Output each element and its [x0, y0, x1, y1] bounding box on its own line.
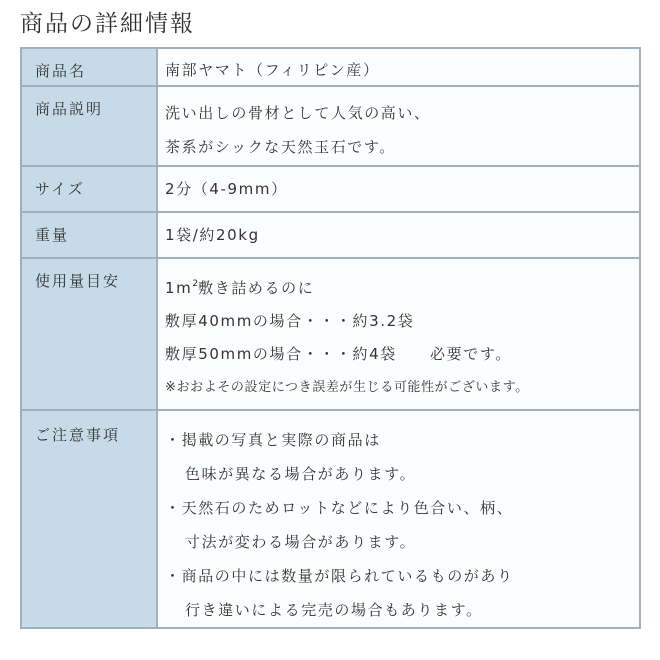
- caution-line: ・掲載の写真と実際の商品は: [165, 431, 381, 449]
- row-value-cell: [157, 48, 640, 86]
- caution-line: 行き違いによる完売の場合もあります。: [185, 601, 483, 619]
- area-superscript: 2: [192, 279, 199, 289]
- size-value: 2分（4-9mm）: [165, 180, 288, 198]
- row-label: 使用量目安: [35, 272, 121, 290]
- caution-line: 寸法が変わる場合があります。: [185, 533, 417, 551]
- caution-line: ・天然石のためロットなどにより色合い、柄、: [165, 499, 514, 517]
- usage-line: 敷厚50mmの場合・・・約4袋 必要です。: [165, 345, 512, 363]
- spec-row-description: [21, 86, 640, 166]
- usage-line: [158, 259, 639, 305]
- weight-value: 1袋/約20kg: [165, 226, 260, 244]
- row-label-cell: [21, 48, 157, 86]
- product-name-value: 南部ヤマト（フィリピン産）: [165, 61, 380, 79]
- row-label-cell: [21, 166, 157, 212]
- row-value-cell: [157, 212, 640, 258]
- row-label: 商品名: [35, 62, 87, 80]
- row-value-cell: [157, 410, 640, 628]
- description-line: 茶系がシックな天然玉石です。: [165, 138, 396, 156]
- usage-note: ※おおよその設定につき誤差が生じる可能性がございます。: [165, 380, 529, 395]
- caution-line: 色味が異なる場合があります。: [185, 465, 417, 483]
- spec-row-weight: [21, 212, 640, 258]
- row-label: 商品説明: [35, 100, 104, 118]
- row-label-cell: [21, 258, 157, 410]
- area-value: 1m: [165, 279, 193, 297]
- spec-row-notes: [21, 410, 640, 628]
- caution-line: ・商品の中には数量が限られているものがあり: [165, 567, 514, 585]
- spec-row-usage: [21, 258, 640, 410]
- row-label: 重量: [35, 226, 70, 244]
- usage-text: 敷き詰めるのに: [198, 279, 315, 297]
- spec-row-product-name: [21, 48, 640, 86]
- row-value-cell: [157, 86, 640, 166]
- row-value-cell: [157, 258, 640, 410]
- spec-row-size: [21, 166, 640, 212]
- product-spec-table: [20, 47, 641, 629]
- row-label: ご注意事項: [35, 426, 121, 444]
- row-value-cell: [157, 166, 640, 212]
- usage-line: 敷厚40mmの場合・・・約3.2袋: [165, 312, 415, 330]
- row-label-cell: [21, 212, 157, 258]
- page-title: 商品の詳細情報: [20, 11, 195, 37]
- row-label: サイズ: [35, 180, 85, 198]
- description-line: 洗い出しの骨材として人気の高い、: [165, 104, 431, 122]
- row-label-cell: [21, 86, 157, 166]
- row-label-cell: [21, 410, 157, 628]
